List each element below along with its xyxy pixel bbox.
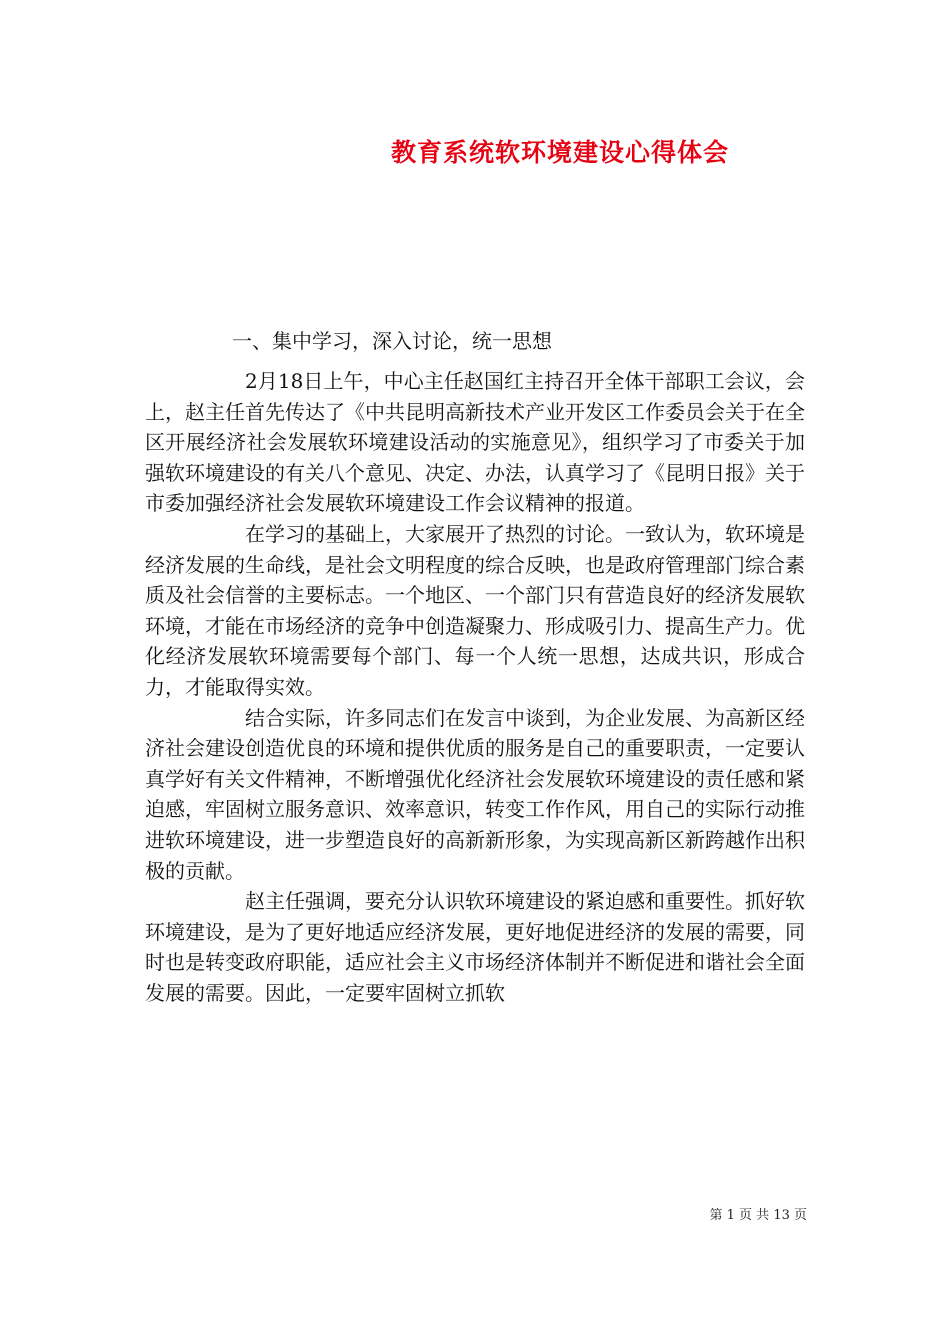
paragraph-3: 结合实际，许多同志们在发言中谈到，为企业发展、为高新区经济社会建设创造优良的环境和提供优质的服务是自己的重要职责，一定要认真学好有关文件精神，不断增强优化经济社会发展软环境建设的责任感和紧迫感，牢固树立服务意识、效率意识，转变工作作风，用自己的实际行动推进软环境建设，进一步塑造良好的高新新形象，为实现高新区新跨越作出积极的贡献。 [145, 705, 805, 883]
paragraph-4: 赵主任强调，要充分认识软环境建设的紧迫感和重要性。抓好软环境建设，是为了更好地适应经济发展，更好地促进经济的发展的需要，同时也是转变政府职能，适应社会主义市场经济体制并不断促进和谐社会全面发展的需要。因此，一定要牢固树立抓软 [145, 889, 805, 1005]
document-title: 教育系统软环境建设心得体会 [390, 138, 729, 167]
section-heading: 一、集中学习，深入讨论，统一思想 [232, 329, 552, 353]
document-body [145, 366, 805, 1008]
page-number-footer: 第 1 页 共 13 页 [709, 1208, 807, 1223]
paragraph-1: 2月18日上午，中心主任赵国红主持召开全体干部职工会议，会上，赵主任首先传达了《中共昆明高新技术产业开发区工作委员会关于在全区开展经济社会发展软环境建设活动的实施意见》，组织学习了市委关于加强软环境建设的有关八个意见、决定、办法，认真学习了《昆明日报》关于市委加强经济社会发展软环境建设工作会议精神的报道。 [145, 369, 805, 516]
paragraph-2: 在学习的基础上，大家展开了热烈的讨论。一致认为，软环境是经济发展的生命线，是社会文明程度的综合反映，也是政府管理部门综合素质及社会信誉的主要标志。一个地区、一个部门只有营造良好的经济发展软环境，才能在市场经济的竞争中创造凝聚力、形成吸引力、提高生产力。优化经济发展软环境需要每个部门、每一个人统一思想，达成共识，形成合力，才能取得实效。 [145, 521, 805, 699]
